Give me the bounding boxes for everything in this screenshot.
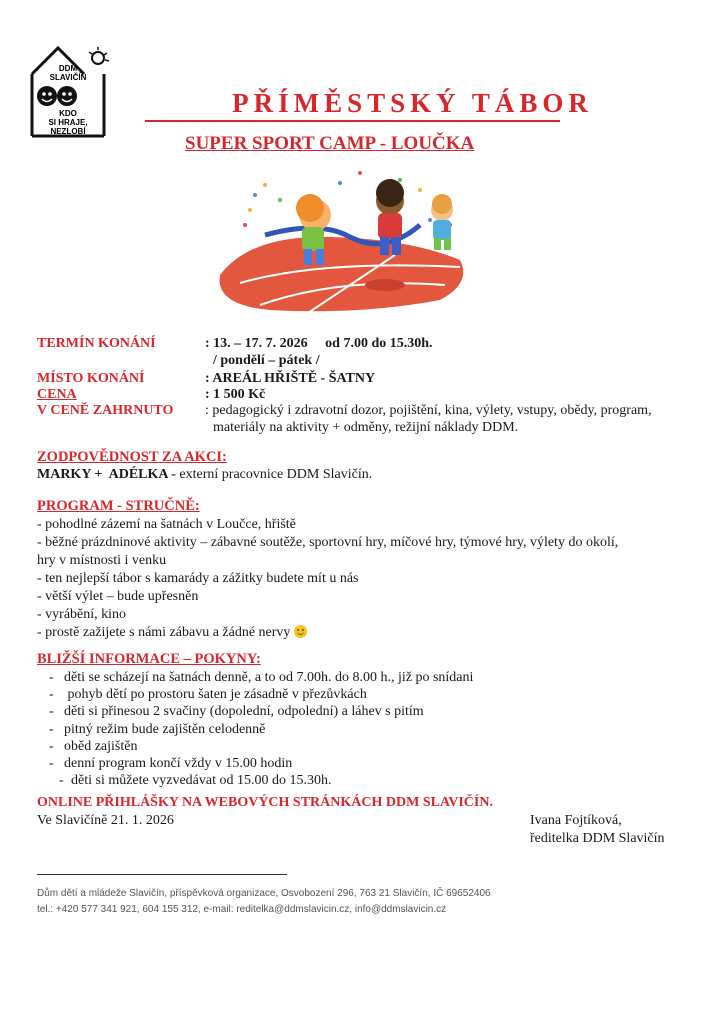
list-item [37,686,677,703]
dash: - [49,721,54,737]
list-item [37,738,677,755]
kids-running-illustration [210,165,472,315]
dash: - [49,704,54,720]
list-item [37,755,677,772]
program-item: hry v místnosti i venku [37,553,167,568]
info-list [37,669,677,789]
responsibility-names: MARKY + ADÉLKA - [37,467,176,482]
list-item [37,703,677,720]
zahrnuto-value-1: : pedagogický i zdravotní dozor, pojištění, kina, výlety, vstupy, obědy, program, [205,403,652,418]
misto-value: : AREÁL HŘIŠTĚ - ŠATNY [205,371,376,386]
program-heading: PROGRAM - STRUČNĚ: [37,498,200,514]
logo-text-nezlobi: NEZLOBÍ [50,127,86,136]
list-item [37,669,677,686]
dash: - [49,670,54,685]
info-item: pohyb dětí po prostoru šaten je zásadně v přezůvkách [64,687,367,703]
logo-text-ddm: DDM [58,64,78,73]
footer-contact: tel.: +420 577 341 921, 604 155 312, e-mail: reditelka@ddmslavicin.cz, info@ddmslavicin.cz [37,904,447,915]
logo-text-hraje: SI HRAJE, [48,118,88,127]
program-item: - běžné prázdninové aktivity – zábavné soutěže, sportovní hry, míčové hry, týmové hry, výlety do okolí, [37,535,619,550]
info-item: pitný režim bude zajištěn celodenně [64,721,266,737]
smiley-icon [294,625,307,638]
zahrnuto-value-2: materiály na aktivity + odměny, režijní náklady DDM. [213,420,519,435]
responsibility-role: externí pracovnice DDM Slavičín. [175,467,373,482]
info-item: děti si přinesou 2 svačiny (dopolední, odpolední) a láhev s pitím [64,704,424,720]
dash: - [49,687,54,703]
signature-name: Ivana Fojtíková, [530,813,622,828]
logo-text-town: SLAVIČÍN [49,73,87,82]
info-heading: BLIŽŠÍ INFORMACE – POKYNY: [37,651,261,667]
termin-label: TERMÍN KONÁNÍ [37,336,156,351]
dash: - [59,773,64,789]
info-item: oběd zajištěn [64,738,138,754]
footer-divider [37,874,287,875]
responsibility-line [37,466,372,484]
page-title: PŘÍMĚSTSKÝ TÁBOR [232,88,593,118]
termin-value: : 13. – 17. 7. 2026 od 7.00 do 15.30h. [205,336,433,351]
zahrnuto-label: V CENĚ ZAHRNUTO [37,403,174,418]
online-registration: ONLINE PŘIHLÁŠKY NA WEBOVÝCH STRÁNKÁCH DDM SLAVIČÍN. [37,795,493,810]
title-underline [145,120,560,122]
list-item [37,721,677,738]
cena-label: CENA [37,387,77,402]
info-item: denní program končí vždy v 15.00 hodin [64,755,293,771]
signature-title: ředitelka DDM Slavičín [530,831,665,846]
termin-days: / pondělí – pátek / [213,353,320,368]
program-item: - pohodlné zázemí na šatnách v Loučce, hřiště [37,517,296,532]
program-list [37,516,697,642]
page-subtitle: SUPER SPORT CAMP - LOUČKA [185,133,475,154]
footer-address: Dům dětí a mládeže Slavičín, příspěvková organizace, Osvobození 296, 763 21 Slavičín, IČ 69652406 [37,888,491,899]
program-item: - ten nejlepší tábor s kamarády a zážitky budete mít u nás [37,571,359,586]
misto-label: MÍSTO KONÁNÍ [37,371,145,386]
program-item: - prostě zažijete s námi zábavu a žádné nervy [37,625,291,640]
responsibility-heading: ZODPOVĚDNOST ZA AKCI: [37,449,227,465]
info-item: děti se scházejí na šatnách denně, a to od 7.00h. do 8.00 h., již po snídani [64,670,474,685]
program-item: - větší výlet – bude upřesněn [37,589,199,604]
cena-value: : 1 500 Kč [205,387,266,402]
place-date: Ve Slavičíně 21. 1. 2026 [37,813,174,828]
dash: - [49,738,54,754]
program-item-last [37,624,697,642]
list-item [37,772,677,789]
logo-text-kdo: KDO [59,109,77,118]
dash: - [49,755,54,771]
info-item: děti si můžete vyzvedávat od 15.00 do 15.30h. [71,773,332,789]
program-item: - vyrábění, kino [37,607,127,622]
